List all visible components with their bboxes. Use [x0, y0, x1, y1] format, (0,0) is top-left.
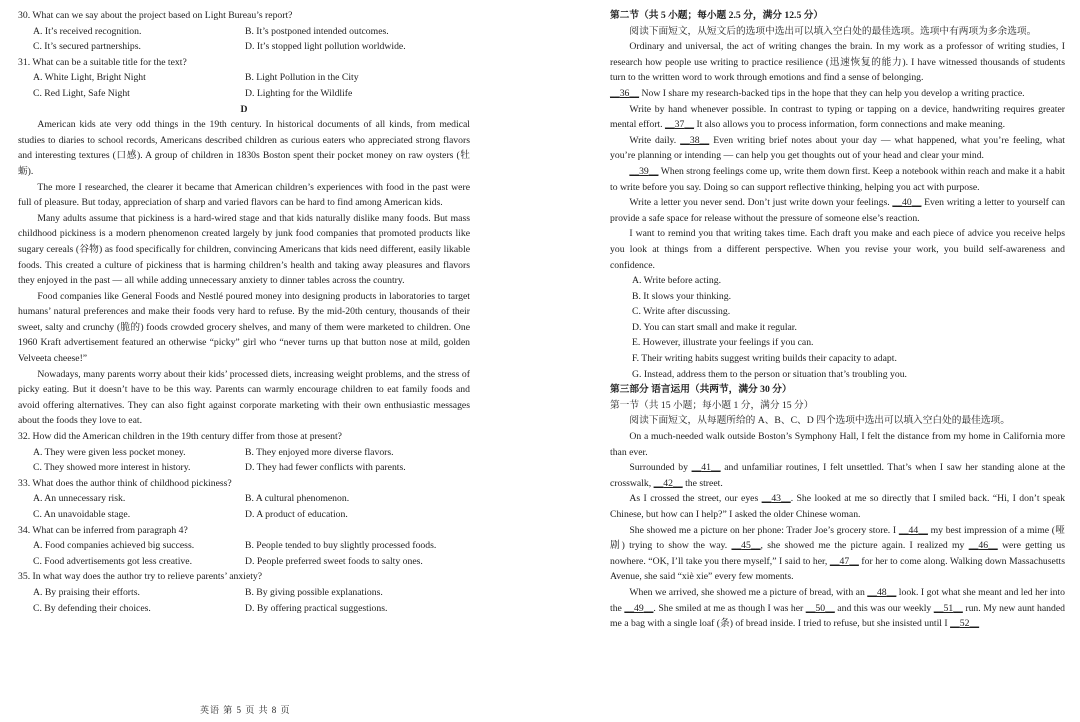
question-34-options-row-2 — [18, 554, 470, 570]
right-column — [610, 8, 1065, 632]
cloze-paragraph-4: She showed me a picture on her phone: Trader Joe’s grocery store. I __44__ my best impression of a mime (哑剧) trying to show the way. __45__, she showed me the picture again. I realized my __46__ were getting us nowhere. “OK, I’ll take you there myself,” I said to her, __47__ for her to come along. Walking down Massachusetts Avenue, she said “xiè xie” every few moments. — [610, 524, 1066, 583]
blank-50[interactable]: __50__ — [805, 602, 835, 614]
option-30d[interactable]: D. It’s stopped light pollution worldwide. — [245, 41, 406, 53]
question-34-stem: 34. What can be inferred from paragraph 4? — [18, 524, 188, 536]
option-a[interactable]: A. Write before acting. — [632, 275, 722, 287]
question-35-options-row-1 — [18, 585, 470, 601]
option-34a[interactable]: A. Food companies achieved big success. — [33, 540, 195, 552]
cloze-paragraph-5: When we arrived, she showed me a picture of bread, with an __48__ look. I got what she meant and led her into the __49__. She smiled at me as though I was her __50__ and this was our weekly __51__ run. My new aunt handed me a bag with a single loaf (条) of bread inside. I tried to refuse, but she insisted until I __52__ — [610, 586, 1065, 630]
option-33a[interactable]: A. An unnecessary risk. — [33, 493, 126, 505]
section-1-title: 第一节（共 15 小题；每小题 1 分，满分 15 分） — [610, 399, 814, 411]
blank-43[interactable]: __43__ — [761, 493, 791, 505]
blank-45[interactable]: __45__ — [731, 540, 761, 552]
option-33d[interactable]: D. A product of education. — [245, 509, 348, 520]
question-31-options-row-1 — [18, 70, 470, 86]
question-30-options-row-2 — [18, 39, 470, 55]
cloze-paragraph-1: On a much-needed walk outside Boston’s Symphony Hall, I felt the distance from my home in California more than ever. — [610, 431, 1065, 458]
section-2-title: 第二节（共 5 小题；每小题 2.5 分，满分 12.5 分） — [610, 10, 824, 21]
option-33c[interactable]: C. An unavoidable stage. — [33, 509, 131, 520]
page-footer: 英语 第 5 页 共 8 页 — [200, 705, 291, 715]
question-32-options-row-2 — [18, 460, 470, 476]
writing-passage-paragraph-5: __39__ When strong feelings come up, write them down first. Keep a notebook within reach and make it a habit to write before you say. Doing so can support reflective thinking, helping you act with purpose. — [610, 165, 1065, 193]
question-30-options-row-1 — [18, 24, 470, 40]
option-35a[interactable]: A. By praising their efforts. — [33, 586, 140, 598]
question-33-stem: 33. What does the author think of childhood pickiness? — [18, 477, 232, 489]
writing-passage-paragraph-7: I want to remind you that writing takes time. Each draft you make and each piece of advice you receive helps you look at things from a different perspective. When you revise your work, you build self-awareness and confidence. — [610, 228, 1065, 271]
question-32-options-row-1 — [18, 445, 470, 461]
blank-51[interactable]: __51__ — [933, 602, 963, 614]
option-32d[interactable]: D. They had fewer conflicts with parents. — [245, 462, 406, 474]
blank-42[interactable]: __42__ — [653, 477, 683, 489]
part-3-title: 第三部分 语言运用（共两节，满分 30 分） — [610, 384, 792, 396]
blank-48[interactable]: __48__ — [867, 586, 897, 598]
question-32-stem: 32. How did the American children in the 19th century differ from those at present? — [18, 431, 342, 443]
option-31d[interactable]: D. Lighting for the Wildlife — [245, 87, 353, 99]
section-d-heading: D — [240, 103, 248, 115]
blank-36[interactable]: __36__ — [610, 87, 640, 99]
option-30c[interactable]: C. It’s secured partnerships. — [33, 41, 141, 53]
passage-d-paragraph-2: The more I researched, the clearer it became that American children’s experiences with food in the past were full of pleasure. But today, appreciation of sharp and varied flavors can be hard to find among American kids. — [18, 181, 470, 209]
question-33-options-row-2 — [18, 507, 470, 523]
blank-47[interactable]: __47__ — [829, 555, 859, 567]
option-31a[interactable]: A. White Light, Bright Night — [33, 72, 146, 84]
writing-passage-paragraph-4: Write daily. __38__ Even writing brief notes about your day — what happened, what you’re feeling, what you’re planning or intending — can help you get thoughts out of your head and clear your mind. — [610, 134, 1065, 162]
option-35b[interactable]: B. By giving possible explanations. — [245, 586, 383, 598]
passage-d-paragraph-4: Food companies like General Foods and Nestlé poured money into designing products in laboratories to target humans’ natural preferences and make their foods very hard to refuse. By the mid-20th century, thousands of their sweet, salty and crunchy (脆的) foods crowded grocery shelves, and many of them were marketed to children. One 1960 Kraft advertisement featured an otherwise “picky” girl who “never turns up that button nose at mild, golden Velveeta cheese!” — [18, 290, 470, 365]
option-34d[interactable]: D. People preferred sweet foods to salty ones. — [245, 555, 423, 567]
left-column — [18, 8, 470, 616]
option-30a[interactable]: A. It’s received recognition. — [33, 25, 142, 37]
writing-passage-paragraph-3: Write by hand whenever possible. In contrast to typing or tapping on a device, handwriting requires greater mental effort. __37__ It also allows you to process information, form connections and make meaning. — [610, 103, 1065, 131]
blank-46[interactable]: __46__ — [968, 540, 998, 552]
writing-passage-paragraph-2: __36__ Now I share my research-backed tips in the hope that they can help you develop a writing practice. — [610, 87, 1025, 99]
blank-39[interactable]: __39__ — [629, 165, 659, 177]
passage-d-paragraph-5: Nowadays, many parents worry about their kids’ processed diets, increasing weight problems, and the stress of picky eating. But it doesn’t have to be this way. Parents can warmly encourage children to eat family foods and avoid offering alternatives. They can also fight against corporate marketing with their own enthusiastic messages about the foods they love to eat. — [18, 368, 470, 427]
option-g[interactable]: G. Instead, address them to the person or situation that’s troubling you. — [632, 368, 907, 380]
option-34b[interactable]: B. People tended to buy slightly processed foods. — [245, 540, 437, 552]
option-f[interactable]: F. Their writing habits suggest writing builds their capacity to adapt. — [632, 353, 897, 365]
blank-41[interactable]: __41__ — [691, 462, 721, 474]
option-b[interactable]: B. It slows your thinking. — [632, 290, 732, 302]
option-c[interactable]: C. Write after discussing. — [632, 306, 731, 318]
option-32c[interactable]: C. They showed more interest in history. — [33, 462, 191, 474]
writing-passage-paragraph-6: Write a letter you never send. Don’t just write down your feelings. __40__ Even writing a letter to yourself can provide a safe space for release without the pressure of someone else’s reaction. — [610, 197, 1066, 224]
blank-37[interactable]: __37__ — [664, 119, 695, 131]
passage-d-paragraph-3: Many adults assume that pickiness is a hard-wired stage and that kids naturally dislike many foods. But mass childhood pickiness is a modern phenomenon created largely by junk food companies that promoted products like sugary cereals (谷物) as food specifically for children, convincing Americans that kids need different, easily likable foods. This created a culture of pickiness that is harming children’s health and taking away pleasures and flavors they enjoyed in the past — all while adding unnecessary anxiety to dinner tables across the country. — [18, 212, 470, 287]
question-35-stem: 35. In what way does the author try to relieve parents’ anxiety? — [18, 571, 263, 583]
section-2-instructions: 阅读下面短文，从短文后的选项中选出可以填入空白处的最佳选项。选项中有两项为多余选项。 — [629, 25, 1037, 37]
writing-passage-paragraph-1: Ordinary and universal, the act of writing changes the brain. In my work as a professor of writing studies, I research how people use writing to practice resilience (迅速恢复的能力). I have witnessed thousands of students turn to the written word to work through emotions and find a sense of belonging. — [610, 41, 1065, 84]
question-33-options-row-1 — [18, 491, 470, 507]
blank-49[interactable]: __49__ — [624, 602, 654, 614]
cloze-paragraph-2: Surrounded by __41__ and unfamiliar routines, I felt unsettled. That’s when I saw her standing alone at the crosswalk, __42__ the street. — [610, 462, 1065, 489]
option-34c[interactable]: C. Food advertisements got less creative. — [33, 555, 193, 567]
blank-52[interactable]: __52__ — [950, 618, 980, 630]
option-32b[interactable]: B. They enjoyed more diverse flavors. — [245, 446, 394, 458]
passage-d-paragraph-1: American kids ate very odd things in the 19th century. In historical documents of all kinds, from medical studies to diaries to school records, Americans described children as curious eaters who appreciated strong flavors and interesting textures (口感). A group of children in 1830s Boston spent their pocket money on raw oysters (牡蛎). — [18, 119, 470, 177]
option-32a[interactable]: A. They were given less pocket money. — [33, 446, 186, 458]
option-33b[interactable]: B. A cultural phenomenon. — [245, 493, 350, 505]
question-35-options-row-2 — [18, 601, 470, 617]
section-1-instructions: 阅读下面短文，从每题所给的 A、B、C、D 四个选项中选出可以填入空白处的最佳选项。 — [629, 415, 1010, 427]
blank-44[interactable]: __44__ — [898, 524, 928, 536]
blank-40[interactable]: __40__ — [892, 197, 922, 209]
option-31c[interactable]: C. Red Light, Safe Night — [33, 87, 130, 99]
option-d[interactable]: D. You can start small and make it regular. — [632, 321, 797, 333]
blank-38[interactable]: __38__ — [680, 134, 710, 146]
option-30b[interactable]: B. It’s postponed intended outcomes. — [245, 25, 389, 37]
question-31-stem: 31. What can be a suitable title for the text? — [18, 56, 187, 68]
option-e[interactable]: E. However, illustrate your feelings if you can. — [632, 337, 814, 349]
option-35d[interactable]: D. By offering practical suggestions. — [245, 602, 388, 614]
question-31-options-row-2 — [18, 86, 470, 102]
question-34-options-row-1 — [18, 538, 470, 554]
question-30-stem: 30. What can we say about the project based on Light Bureau’s report? — [18, 10, 293, 21]
option-35c[interactable]: C. By defending their choices. — [33, 602, 151, 614]
cloze-paragraph-3: As I crossed the street, our eyes __43__. She looked at me so directly that I smiled back. “Hi, I don’t speak Chinese, but how can I help?” I asked the older Chinese woman. — [610, 493, 1065, 520]
option-31b[interactable]: B. Light Pollution in the City — [245, 72, 359, 84]
